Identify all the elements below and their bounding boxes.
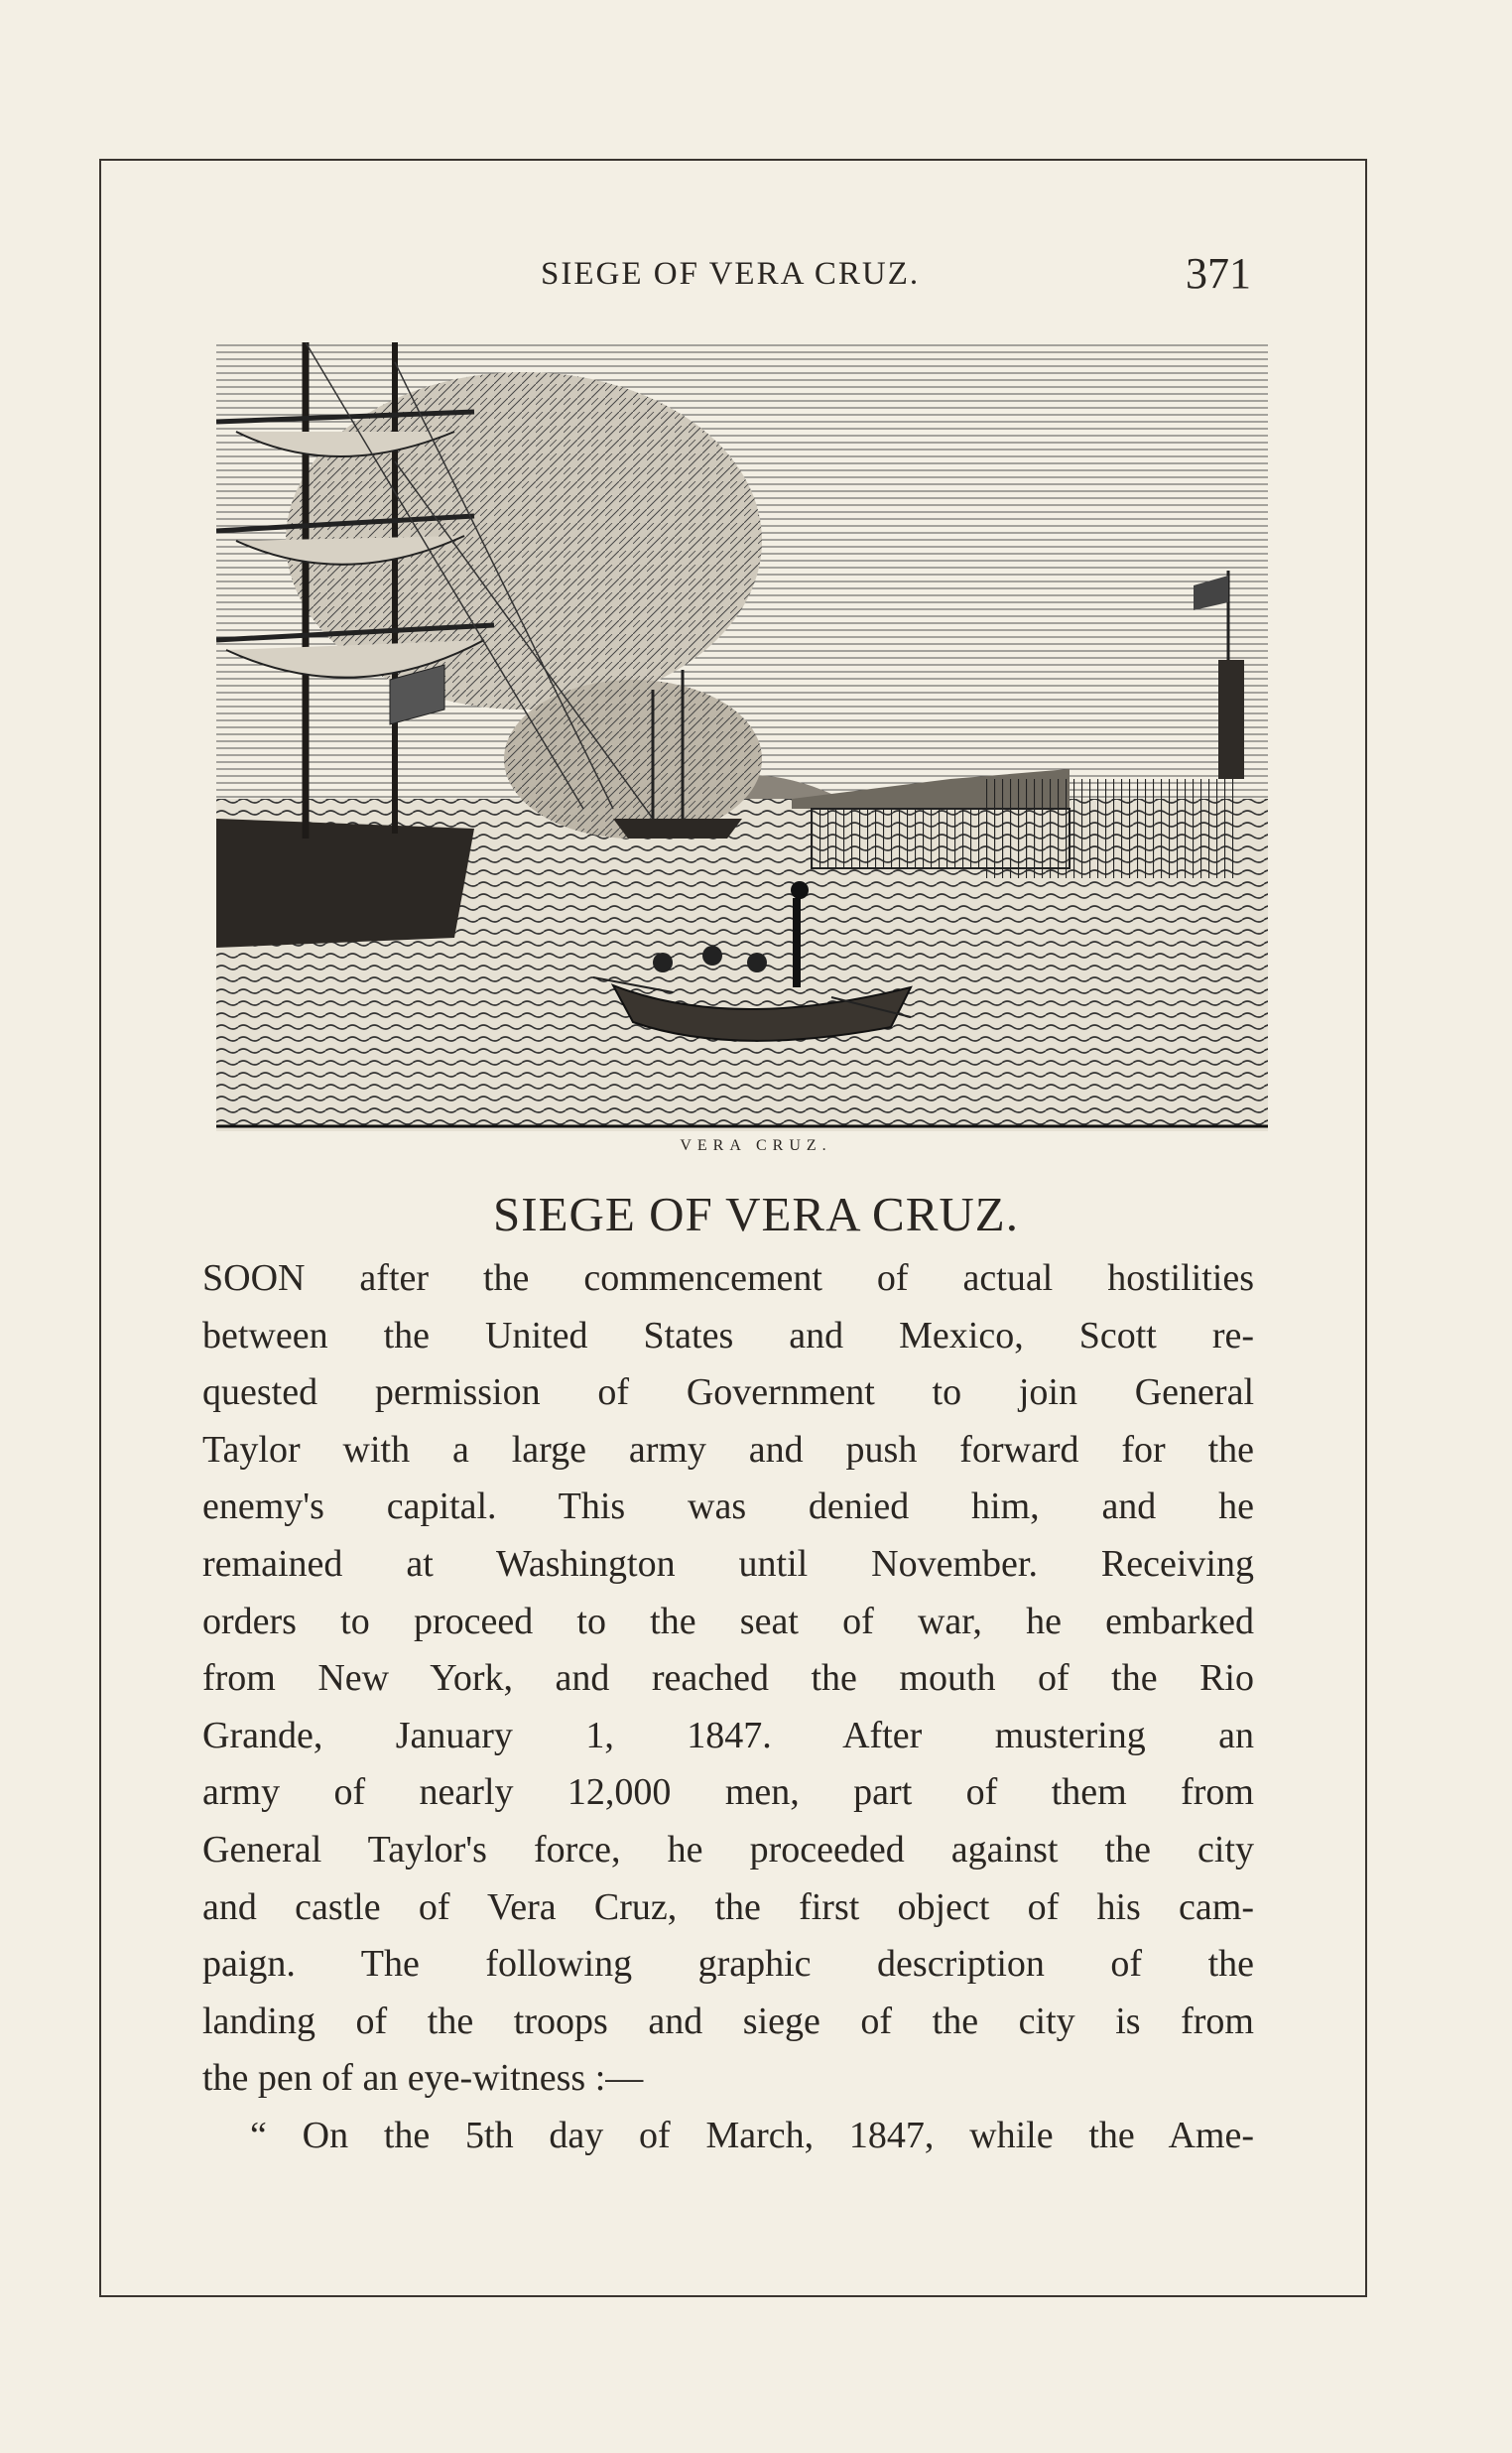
chapter-heading: SIEGE OF VERA CRUZ.	[493, 1187, 1019, 1241]
text-line: Grande, January 1, 1847. After mustering an	[202, 1714, 1254, 1756]
text-line: General Taylor's force, he proceeded against the city	[202, 1828, 1254, 1871]
text-line: remained at Washington until November. Receiving	[202, 1542, 1254, 1585]
text-line: from New York, and reached the mouth of the Rio	[202, 1657, 1254, 1700]
text-line: SOON after the commencement of actual hostilities	[202, 1257, 1254, 1299]
illustration-caption: VERA CRUZ.	[680, 1137, 832, 1154]
text-line: landing of the troops and siege of the city is from	[202, 2000, 1254, 2042]
text-line: quested permission of Government to join General	[202, 1371, 1254, 1414]
text-line: army of nearly 12,000 men, part of them from	[202, 1771, 1254, 1814]
body-text	[202, 1250, 1254, 2165]
page-number: 371	[1186, 249, 1251, 298]
text-line: and castle of Vera Cruz, the first object of his cam-	[202, 1885, 1254, 1928]
text-line: enemy's capital. This was denied him, and he	[202, 1485, 1254, 1528]
running-title: SIEGE OF VERA CRUZ.	[541, 256, 921, 292]
text-line: the pen of an eye-witness :—	[202, 2057, 644, 2100]
running-head	[0, 249, 1512, 306]
text-line: paign. The following graphic description of the	[202, 1943, 1254, 1986]
vera-cruz-engraving	[216, 342, 1268, 1131]
text-line: “ On the 5th day of March, 1847, while the Ame-	[250, 2114, 1254, 2156]
text-line: between the United States and Mexico, Scott re-	[202, 1314, 1254, 1356]
text-line: Taylor with a large army and push forward for the	[202, 1428, 1254, 1471]
text-line: orders to proceed to the seat of war, he embarked	[202, 1600, 1254, 1642]
